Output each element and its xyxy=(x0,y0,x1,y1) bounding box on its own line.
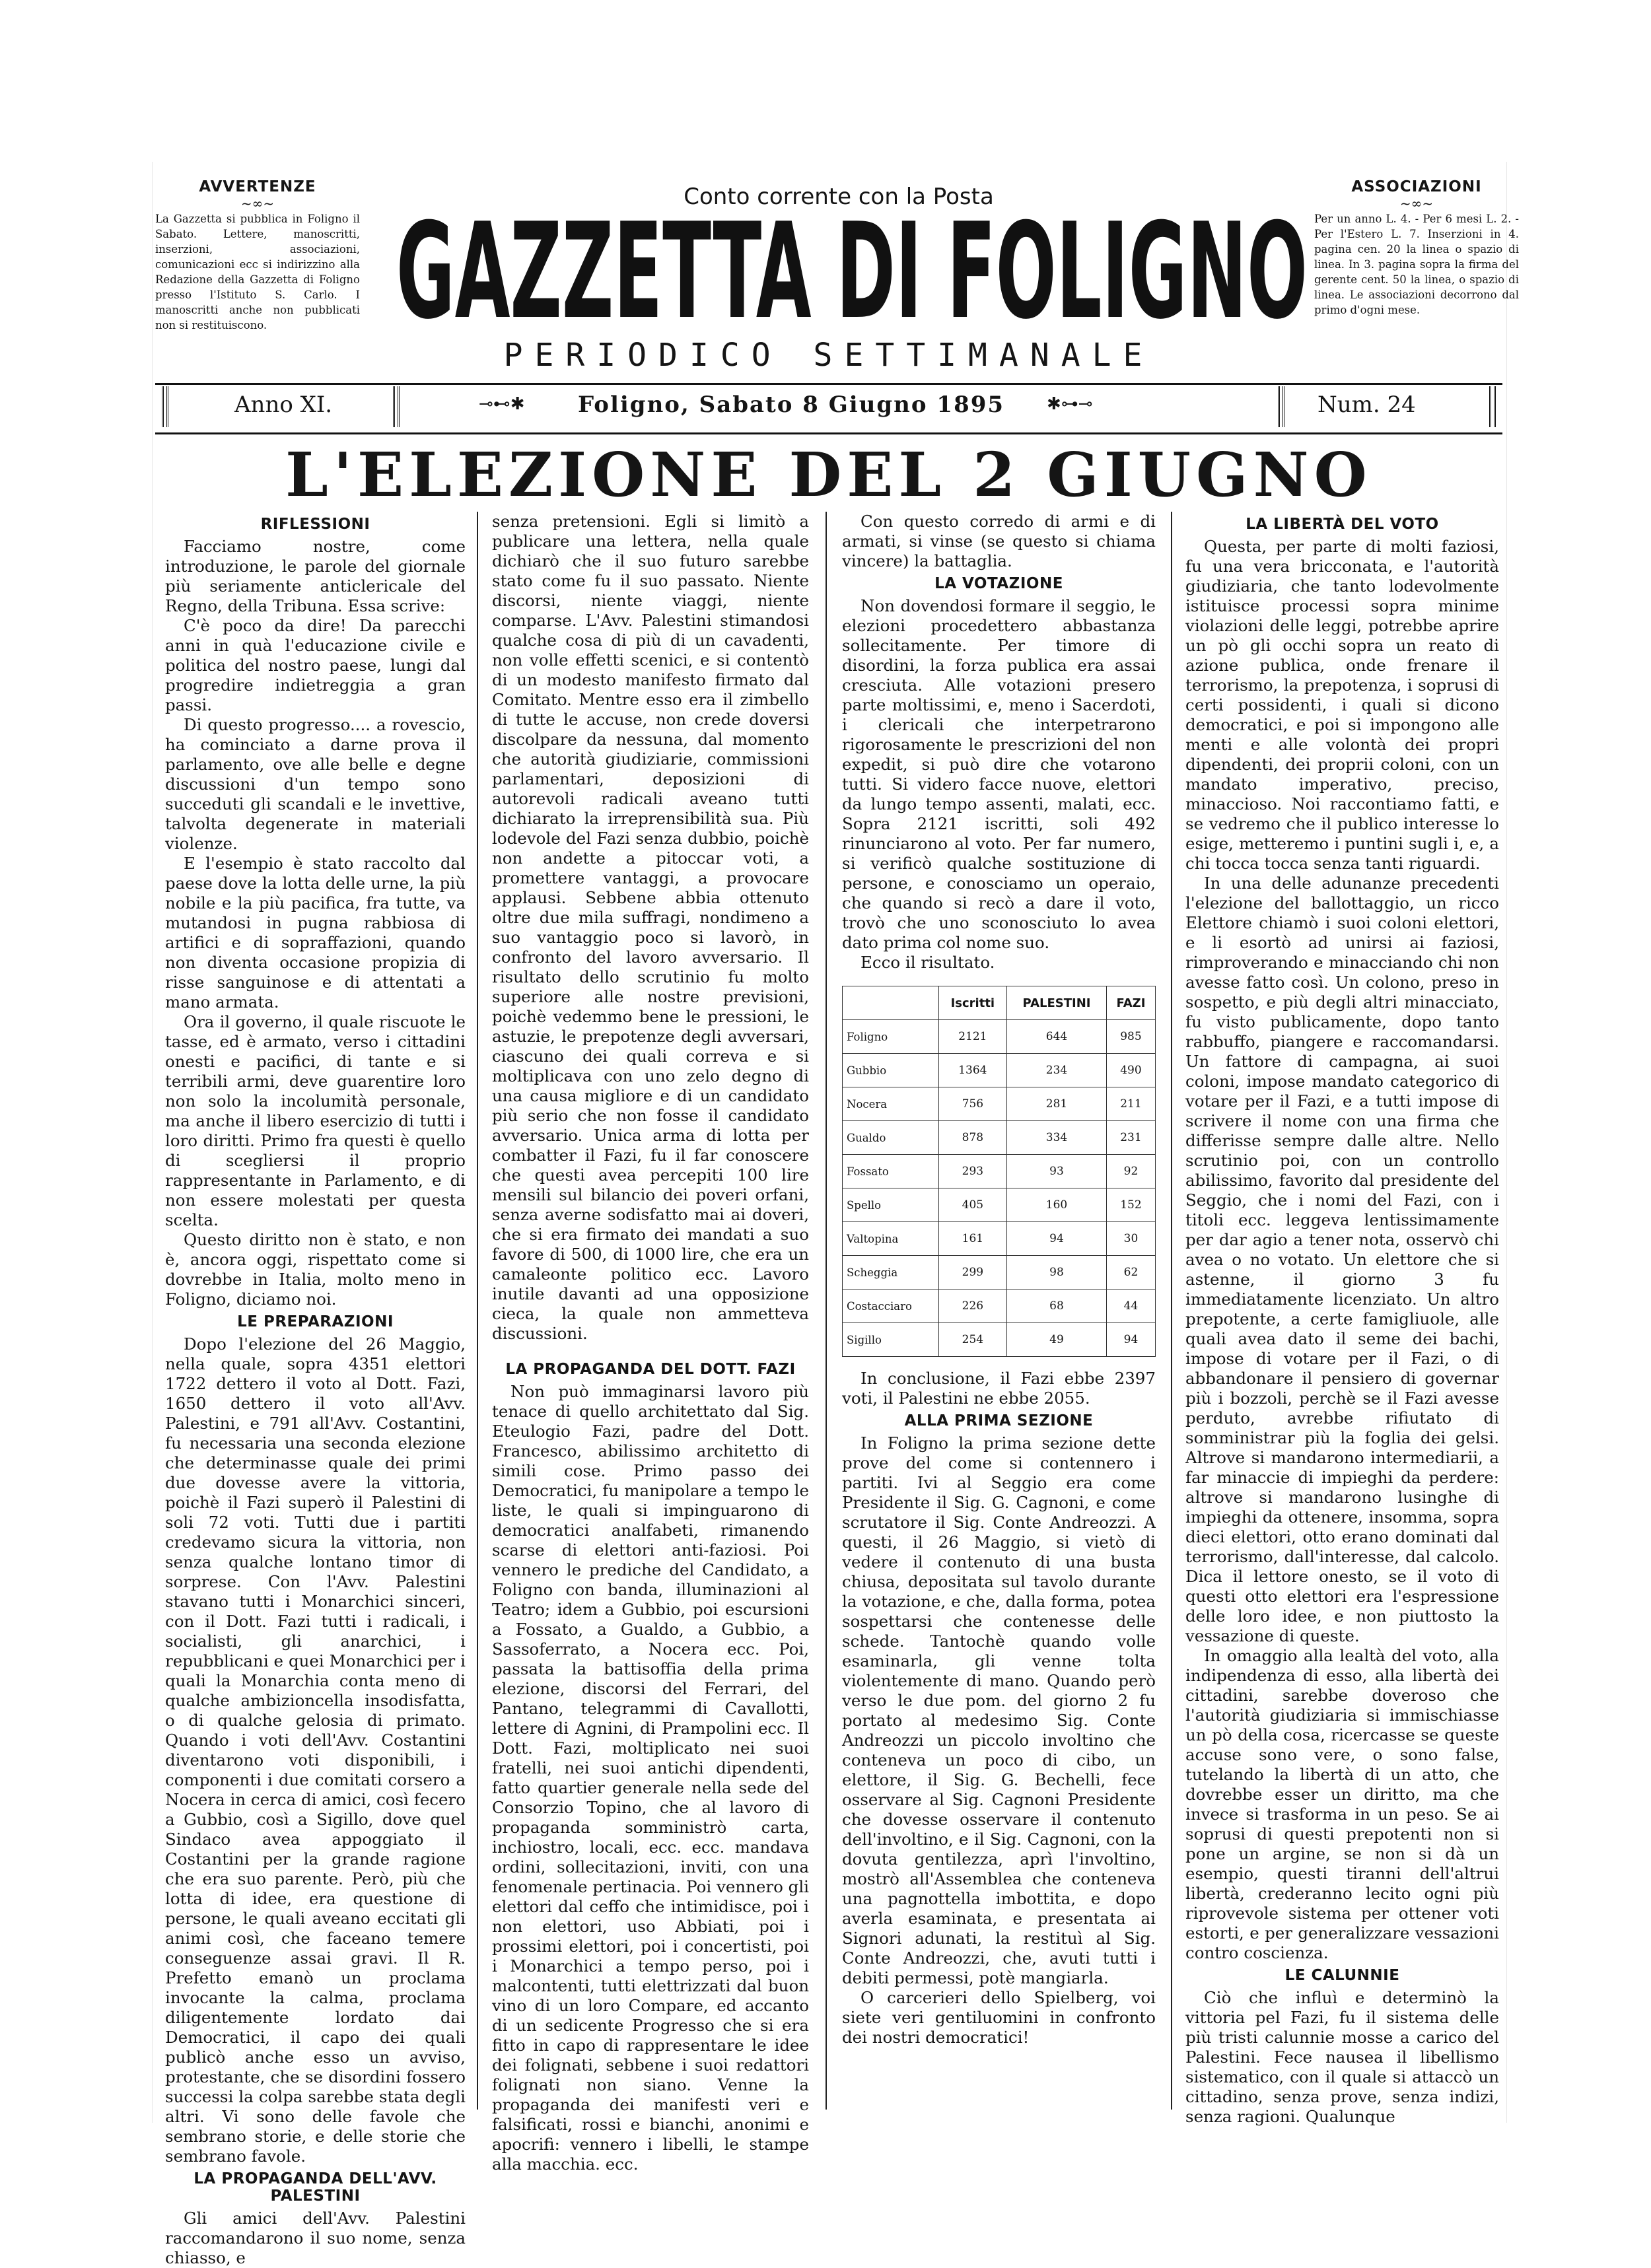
table-cell: 334 xyxy=(1007,1121,1107,1155)
paragraph: O carcerieri dello Spielberg, voi siete veri gentiluomini in confronto dei nostri democratici! xyxy=(842,1988,1156,2047)
table-cell: 490 xyxy=(1106,1054,1155,1087)
article-column-2 xyxy=(492,512,809,2174)
section-heading: LA PROPAGANDA DELL'AVV. PALESTINI xyxy=(193,2170,437,2205)
paragraph: Non dovendosi formare il seggio, le elezioni procedettero abbastanza sollecitamente. Per timore di disordini, la forza publica era assai cresciuta. Alle votazioni presero parte moltissimi, e, meno i Sacerdoti, i clericali che interpetrarono rigorosamente le prescrizioni del non expedit, si può dire che votarono tutti. Si videro facce nuove, elettori da lungo tempo assenti, malati, ecc. Sopra 2121 iscritti, soli 492 rinunciarono al voto. Per far numero, si verificò qualche sostituzione di persone, e conosciamo un operaio, che quando si recò a dare il voto, trovò che uno sconosciuto lo avea dato prima col nome suo. xyxy=(842,596,1156,952)
table-header: FAZI xyxy=(1106,986,1155,1020)
table-cell: 1364 xyxy=(938,1054,1006,1087)
column-rule xyxy=(826,512,827,2110)
associazioni-text: Per un anno L. 4. - Per 6 mesi L. 2. - Per l'Estero L. 7. Inserzioni in 4. pagina cen. 20 la linea o spazio di linea. In 3. pagina sopra la firma del gerente cent. 50 la linea, o spazio di linea. Le associazioni decorrono dal primo d'ogni mese. xyxy=(1314,213,1519,316)
table-row xyxy=(843,1121,1156,1155)
table-cell: 756 xyxy=(938,1087,1006,1121)
table-cell: 644 xyxy=(1007,1020,1107,1054)
section-heading: LE CALUNNIE xyxy=(1284,1967,1400,1984)
section-heading: ALLA PRIMA SEZIONE xyxy=(904,1412,1094,1429)
table-cell: 94 xyxy=(1106,1323,1155,1357)
paragraph: Di questo progresso.... a rovescio, ha cominciato a darne prova il parlamento, ove alle belle e degne discussioni d'un tempo sono succeduti gli scandali e le invettive, talvolta degenerate in materiali violenze. xyxy=(165,715,466,853)
table-cell: 299 xyxy=(938,1256,1006,1289)
article-column-4 xyxy=(1185,512,1499,2126)
table-row xyxy=(843,1323,1156,1357)
paragraph: Non può immaginarsi lavoro più tenace di quello architettato dal Sig. Eteulogio Fazi, padre del Dott. Francesco, abilissimo architetto di simili cose. Primo passo dei Democratici, fu manipolare a tempo le liste, le quali si impinguarono di democratici analfabeti, rimanendo scarse di elettori anti-faziosi. Poi vennero le prediche del Candidato, a Foligno con banda, illuminazioni al Teatro; idem a Gubbio, poi escursioni a Fossato, a Gualdo, a Gubbio, a Sassoferrato, a Nocera ecc. Poi, passata la battisoffia della prima elezione, discorsi del Ferrari, del Pantano, telegrammi di Cavallotti, lettere di Agnini, di Prampolini ecc. Il Dott. Fazi, moltiplicato nei suoi fratelli, nei suoi antichi dipendenti, fatto quartier generale nella sede del Consorzio Topino, che al lavoro di propaganda somministrò carta, inchiostro, locali, ecc. ecc. mandava ordini, sollecitazioni, inviti, con una fenomenale pertinacia. Poi vennero gli elettori dal ceffo che intimidisce, poi i non elettori, uso Abbiati, poi i prossimi elettori, poi i concertisti, poi i Monarchici a tempo perso, poi i malcontenti, tutti elettrizzati dal buon vino di un loro Compare, ed accanto di un sedicente Progresso che si era fitto in capo di rappresentare le idee dei folignati, sebbene i suoi redattori folignati non siano. Venne la propaganda dei manifesti veri e falsificati, rossi e bianchi, anonimi e apocrifi: vennero i libelli, le stampe alla macchia. ecc. xyxy=(492,1382,809,2174)
table-row xyxy=(843,1222,1156,1256)
paragraph: Gli amici dell'Avv. Palestini raccomandarono il suo nome, senza chiasso, e xyxy=(165,2209,466,2267)
issue-dateline: Foligno, Sabato 8 Giugno 1895 xyxy=(578,392,1005,418)
paragraph: Ciò che influì e determinò la vittoria pel Fazi, fu il sistema delle più tristi calunnie mosse a carico del Palestini. Fece nausea il libellismo sistematico, con il quale si attaccò un cittadino, senza prove, senza indizi, senza ragioni. Qualunque xyxy=(1185,1988,1499,2126)
table-cell: 211 xyxy=(1106,1087,1155,1121)
table-cell: 94 xyxy=(1007,1222,1107,1256)
avvertenze-ornament: ~∞~ xyxy=(240,195,275,211)
paragraph: Ecco il risultato. xyxy=(861,953,995,972)
table-cell: Scheggia xyxy=(843,1256,939,1289)
section-heading: LA LIBERTÀ DEL VOTO xyxy=(1246,516,1439,533)
section-heading: RIFLESSIONI xyxy=(260,516,370,533)
table-header: Iscritti xyxy=(938,986,1006,1020)
associazioni-ornament: ~∞~ xyxy=(1399,195,1434,211)
bar-ornament xyxy=(1278,386,1284,427)
masthead-title: GAZZETTA DI FOLIGNO xyxy=(396,195,1308,349)
table-cell: 281 xyxy=(1007,1087,1107,1121)
section-heading: LA PROPAGANDA DEL DOTT. FAZI xyxy=(505,1361,796,1378)
paragraph: senza pretensioni. Egli si limitò a publicare una lettera, nella quale dichiarò che il suo futuro sarebbe stato come fu il suo passato. Niente discorsi, niente viaggi, niente comparse. L'Avv. Palestini stimandosi qualche cosa di più di un cavadenti, non volle effetti scenici, e si contentò di un modesto manifesto firmato dal Comitato. Mentre esso era il zimbello di tutte le accuse, non crede doversi discolpare da nessuna, dal momento che autorità giudiziarie, commissioni parlamentari, deposizioni di autorevoli radicali aveano tutti dichiarato la irreprensibilità sua. Più lodevole del Fazi senza dubbio, poichè non andette a pitoccar voti, a promettere vantaggi, a provocare applausi. Sebbene abbia ottenuto oltre due mila suffragi, nondimeno a suo vantaggio poco si lavorò, in confronto del lavoro avversario. Il risultato dello scrutinio fu molto superiore alle nostre previsioni, poichè vedemmo bene le pressioni, le astuzie, le prepotenze degli avversari, ciascuno dei quali correva e si moltiplicava con uno zelo degno di una causa migliore e di un candidato più serio che non fosse il candidato avversario. Unica arma di lotta per combatter il Fazi, fu il far conoscere che questi avea percepiti 100 lire mensili sul bilancio dei poveri orfani, senza averne sodisfatto mai ai doveri, che si era firmato dei mandati a suo favore di 500, di 1000 lire, che era un camaleonte politico ecc. Lavoro inutile davanti ad una opposizione cieca, la quale non ammetteva discussioni. xyxy=(492,512,809,1343)
paragraph: Dopo l'elezione del 26 Maggio, nella quale, sopra 4351 elettori 1722 dettero il voto al Dott. Fazi, 1650 dettero il voto all'Avv. Palestini, e 791 all'Avv. Costantini, fu necessaria una seconda elezione che determinasse quale dei primi due dovesse avere la vittoria, poichè il Fazi superò il Palestini di soli 72 voti. Tutti due i partiti credevamo sicura la vittoria, non senza qualche lontano timor di sorprese. Con l'Avv. Palestini stavano tutti i Monarchici sinceri, con il Dott. Fazi tutti i radicali, i socialisti, gli anarchici, i repubblicani e quei Monarchici per i quali la Monarchia conta meno di qualche ambizioncella insodisfatta, o di qualche gelosia di primato. Quando i voti dell'Avv. Costantini diventarono voti disponibili, i componenti i due comitati corsero a Nocera in cerca di amici, così fecero a Gubbio, così a Sigillo, dove quel Sindaco avea appoggiato il Costantini per la grande ragione che era suo parente. Però, più che lotta di idee, era questione di persone, le quali aveano eccitati gli animi così, che faceano temere conseguenze assai gravi. Il R. Prefetto emanò un proclama invocante la calma, proclama diligentemente lordato dai Democratici, il capo dei quali publicò anche esso un avviso, protestante, che se disordini fossero successi la colpa sarebbe stata degli altri. Vi sono delle favole che sembrano storie, e delle storie che sembrano favole. xyxy=(165,1334,466,2166)
article-column-1 xyxy=(165,512,466,2267)
table-cell: 98 xyxy=(1007,1256,1107,1289)
table-cell: Spello xyxy=(843,1188,939,1222)
column-rule xyxy=(477,512,478,2110)
table-header xyxy=(843,986,939,1020)
paragraph: In conclusione, il Fazi ebbe 2397 voti, il Palestini ne ebbe 2055. xyxy=(842,1369,1156,1408)
table-row xyxy=(843,1256,1156,1289)
table-cell: Gubbio xyxy=(843,1054,939,1087)
table-row xyxy=(843,1188,1156,1222)
paragraph: In Foligno la prima sezione dette prove del come si contennero i partiti. Ivi al Seggio era come Presidente il Sig. G. Cagnoni, e come scrutatore il Sig. Conte Andreozzi. A questi, il 26 Maggio, si vietò di vedere il contenuto di una busta chiusa, depositata sul tavolo durante la votazione, e che, dalla forma, potea sospettarsi che contenesse delle schede. Tantochè quando volle esaminarla, gli venne tolta violentemente di mano. Quando però verso le due pom. del giorno 2 fu portato al medesimo Sig. Conte Andreozzi un piccolo involtino che conteneva un poco di cibo, un elettore, il Sig. G. Bechelli, fece osservare al Sig. Cagnoni Presidente che dovesse osservare il contenuto dell'involtino, e il Sig. Cagnoni, con la dovuta gentilezza, aprì l'involtino, mostrò all'Assemblea che conteneva una pagnottella imbottita, e dopo averla esaminata, e presentata ai Signori adunati, la restituì al Sig. Conte Andreozzi, che, avuti tutti i debiti permessi, potè mangiarla. xyxy=(842,1433,1156,1987)
associazioni-box xyxy=(1314,178,1519,318)
table-row xyxy=(843,1020,1156,1054)
table-cell: 49 xyxy=(1007,1323,1107,1357)
paragraph: Questa, per parte di molti faziosi, fu una vera bricconata, e l'autorità giudiziaria, che tanto lodevolmente istituisce processi sopra minime violazioni delle leggi, potrebbe aprire un pò gli occhi sopra un reato di azione publica, onde frenare il terrorismo, la prepotenza, i soprusi di certi possidenti, i quali si dicono democratici, e poi si impongono alle menti e alle volontà dei propri dipendenti, dei proprii coloni, con un mandato imperativo, preciso, minaccioso. Noi raccontiamo fatti, e se vedremo che il publico interesse lo esige, metteremo i puntini sugli i, e, a chi tocca tocca senza tanti riguardi. xyxy=(1185,537,1499,873)
table-cell: Sigillo xyxy=(843,1323,939,1357)
table-cell: 152 xyxy=(1106,1188,1155,1222)
table-cell: Valtopina xyxy=(843,1222,939,1256)
table-cell: 878 xyxy=(938,1121,1006,1155)
paragraph: Con questo corredo di armi e di armati, si vinse (se questo si chiama vincere) la battaglia. xyxy=(842,512,1156,570)
avvertenze-title: AVVERTENZE xyxy=(199,178,316,195)
table-cell: Nocera xyxy=(843,1087,939,1121)
issue-year: Anno XI. xyxy=(234,392,333,418)
paragraph: Ora il governo, il quale riscuote le tasse, ed è armato, verso i cittadini onesti e pacifici, di tante e si terribili armi, deve guarentire loro non solo la incolumità personale, ma anche il libero esercizio di tutti i loro diritti. Primo fra questi è quello di scegliersi il proprio rappresentante in Parlamento, e di non essere molestati per questa scelta. xyxy=(165,1012,466,1229)
bar-ornament xyxy=(393,386,400,427)
table-cell: 30 xyxy=(1106,1222,1155,1256)
table-cell: 161 xyxy=(938,1222,1006,1256)
table-body xyxy=(843,1020,1156,1357)
results-table xyxy=(842,986,1156,1357)
table-cell: 234 xyxy=(1007,1054,1107,1087)
table-cell: Fossato xyxy=(843,1155,939,1188)
table-header: PALESTINI xyxy=(1007,986,1107,1020)
table-cell: 231 xyxy=(1106,1121,1155,1155)
table-cell: 405 xyxy=(938,1188,1006,1222)
table-cell: 293 xyxy=(938,1155,1006,1188)
masthead-postal-note: Conto corrente con la Posta xyxy=(684,184,994,210)
associazioni-title: ASSOCIAZIONI xyxy=(1351,178,1482,195)
masthead-subtitle: PERIODICO SETTIMANALE xyxy=(503,337,1154,374)
table-cell: 93 xyxy=(1007,1155,1107,1188)
ornament-right: ✱⊶⊸ xyxy=(1047,394,1093,414)
avvertenze-box xyxy=(155,178,360,333)
table-cell: Foligno xyxy=(843,1020,939,1054)
main-headline: L'ELEZIONE DEL 2 GIUGNO xyxy=(285,439,1372,510)
column-rule xyxy=(1171,512,1172,2110)
table-cell: 2121 xyxy=(938,1020,1006,1054)
table-cell: 985 xyxy=(1106,1020,1155,1054)
ornament-left: ⊸⊷✱ xyxy=(479,394,525,414)
paragraph: In una delle adunanze precedenti l'elezione del ballottaggio, un ricco Elettore chiamò i suoi coloni elettori, e li esortò ad unirsi ai faziosi, rimproverando e minacciando chi non avesse fatto così. Un colono, preso in sospetto, e più degli altri minacciato, fu visto publicamente, dopo tanto rabbuffo, piangere e raccomandarsi. Un fattore di campagna, ai suoi coloni, impose mandato categorico di votare per il Fazi, e a tutti impose di scrivere il nome con una firma che differisse sempre dalle altre. Nello scrutinio poi, con un controllo abilissimo, favorito dal presidente del Seggio, che i nomi del Fazi, con i titoli ecc. leggeva lentissimamente per dar agio a tener nota, osservò chi avea o no votato. Un elettore che si astenne, il giorno 3 fu immediatamente licenziato. Un altro prepotente, a certe famigliuole, alle quali avea dato il seme dei bachi, impose di votare per il Fazi, o di abbandonare il pensiero di governar più i bozzoli, perchè se il Fazi avesse perduto, avrebbe rifiutato di somministrar più la foglia dei gelsi. Altrove si mandarono intermediarii, a far minaccie di impieghi da perdere: altrove si mandarono lusinghe di impieghi da ottenere, insomma, sopra dieci elettori, otto erano dominati dal terrorismo, dall'interesse, dal calcolo. Dica il lettore onesto, se il voto di questi otto elettori era l'espressione delle loro idee, e non piuttosto la vessazione di queste. xyxy=(1185,874,1499,1645)
table-cell: Costacciaro xyxy=(843,1289,939,1323)
table-row xyxy=(843,1155,1156,1188)
table-row xyxy=(843,1054,1156,1087)
table-cell: 44 xyxy=(1106,1289,1155,1323)
article-column-3 xyxy=(842,512,1156,2110)
table-cell: 160 xyxy=(1007,1188,1107,1222)
table-cell: 62 xyxy=(1106,1256,1155,1289)
table-cell: 226 xyxy=(938,1289,1006,1323)
issue-number: Num. 24 xyxy=(1317,392,1416,418)
table-cell: 68 xyxy=(1007,1289,1107,1323)
paragraph: E l'esempio è stato raccolto dal paese dove la lotta delle urne, la più nobile e la più pacifica, fra tutte, va mutandosi in pugna rabbiosa di artifici e di sopraffazioni, quando non diventa occasione propizia di risse sanguinose e di attentati a mano armata. xyxy=(165,854,466,1012)
table-header-row xyxy=(843,986,1156,1020)
avvertenze-text: La Gazzetta si pubblica in Foligno il Sabato. Lettere, manoscritti, inserzioni, associazioni, comunicazioni ecc si indirizzino alla Redazione della Gazzetta di Foligno presso l'Istituto S. Carlo. I manoscritti anche non pubblicati non si restituiscono. xyxy=(155,213,360,331)
bar-ornament xyxy=(162,386,168,427)
section-heading: LA VOTAZIONE xyxy=(934,575,1063,592)
paragraph: In omaggio alla lealtà del voto, alla indipendenza di esso, alla libertà dei cittadini, sarebbe doveroso che l'autorità giudiziaria si immischiasse un pò della cosa, ricercasse se queste accuse sono vere, o sono false, tutelando la libertà di un atto, che dovrebbe esser un diritto, ma che invece si trasforma in un peso. Se ai soprusi di questi prepotenti non si pone un argine, se non si dà un esempio, questi tiranni dell'altrui libertà, crederanno lecito ogni più riprovevole sistema per ottener voti estorti, e per generalizzare vessazioni contro coscienza. xyxy=(1185,1646,1499,1962)
paragraph: Facciamo nostre, come introduzione, le parole del giornale più seriamente anticlericale del Regno, della Tribuna. Essa scrive: xyxy=(165,537,466,615)
table-cell: 254 xyxy=(938,1323,1006,1357)
table-row xyxy=(843,1289,1156,1323)
table-row xyxy=(843,1087,1156,1121)
paragraph: C'è poco da dire! Da parecchi anni in quà l'educazione civile e politica del nostro paese, lungi dal progredire indietreggia a gran passi. xyxy=(165,616,466,714)
issue-info-bar xyxy=(155,383,1502,434)
table-cell: Gualdo xyxy=(843,1121,939,1155)
table-cell: 92 xyxy=(1106,1155,1155,1188)
bar-ornament xyxy=(1489,386,1496,427)
paragraph: Questo diritto non è stato, e non è, ancora oggi, rispettato come si dovrebbe in Italia, molto meno in Foligno, diciamo noi. xyxy=(165,1230,466,1309)
section-heading: LE PREPARAZIONI xyxy=(237,1313,394,1330)
